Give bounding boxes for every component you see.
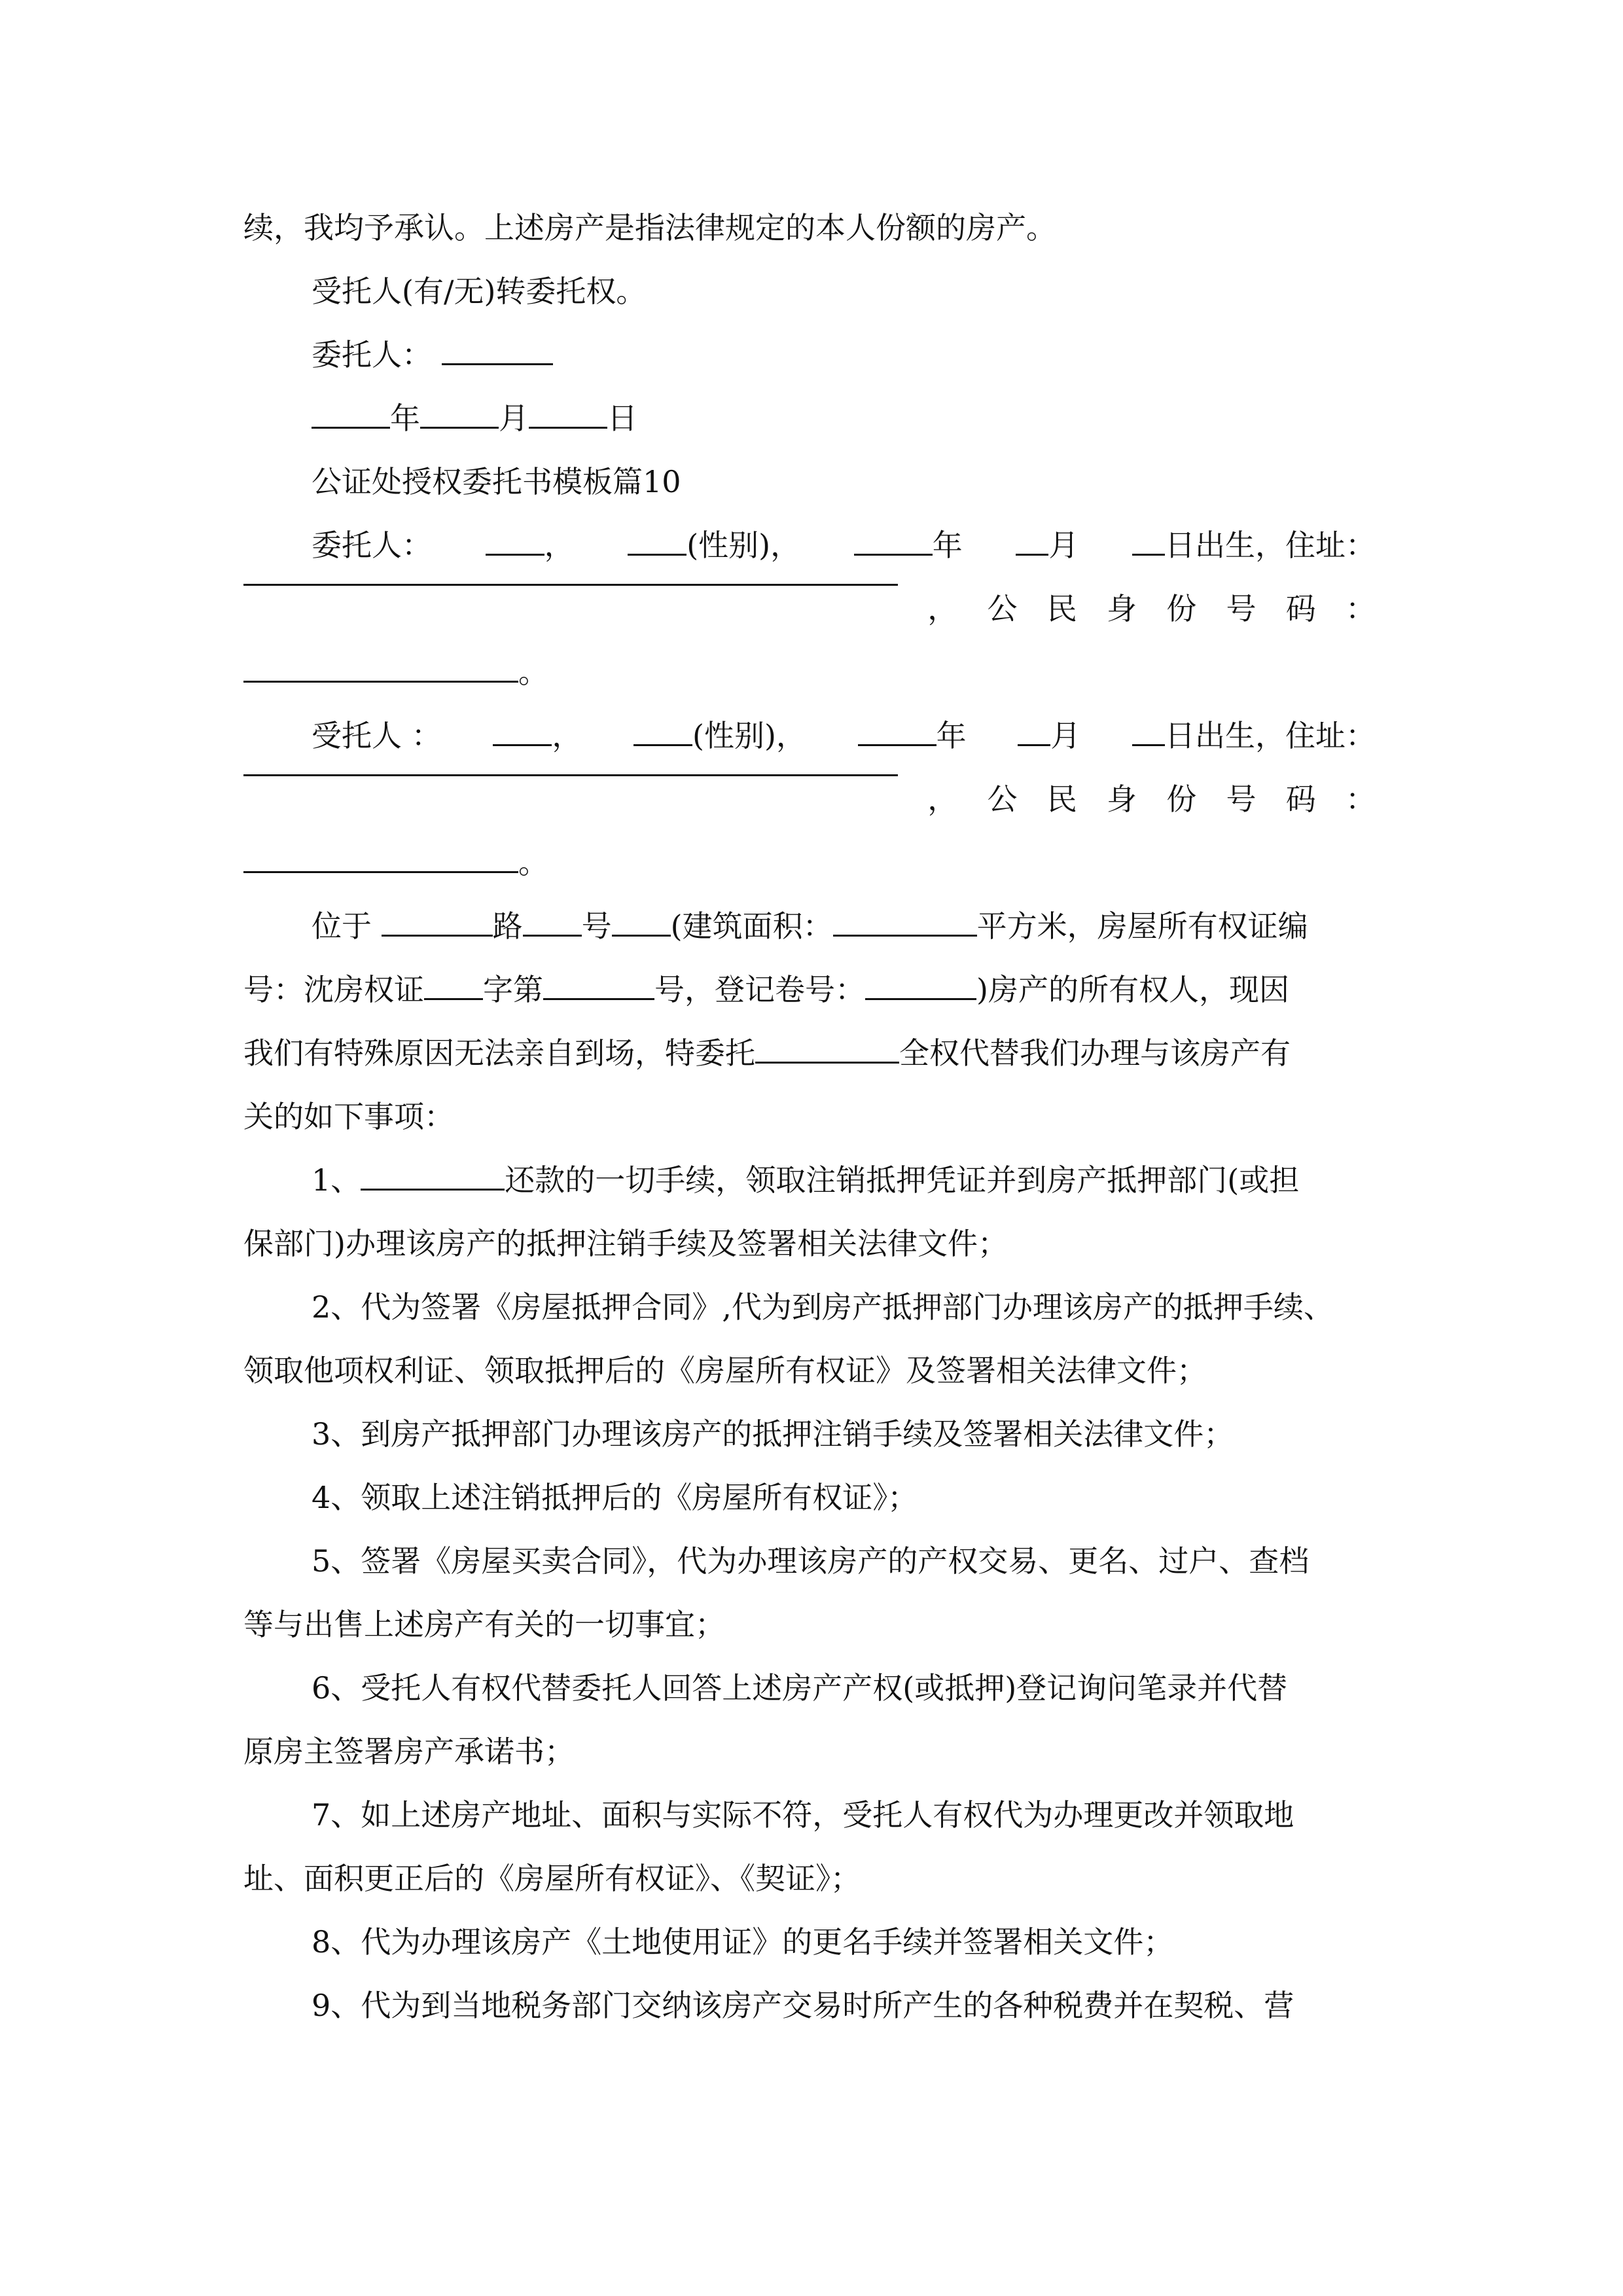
list-item: 2、代为签署《房屋抵押合同》,代为到房产抵押部门办理该房产的抵押手续、 <box>312 1289 1334 1325</box>
list-item-cont: 等与出售上述房产有关的一切事宜； <box>243 1607 725 1642</box>
punct: ， <box>552 718 582 753</box>
date-line <box>243 387 1376 450</box>
text: (建筑面积： <box>670 908 833 944</box>
agent-line <box>243 704 1376 768</box>
list-item-cont: 领取他项权利证、领取抵押后的《房屋所有权证》及签署相关法律文件； <box>243 1353 1207 1388</box>
list-item: 8、代为办理该房产《土地使用证》的更名手续并签署相关文件； <box>312 1924 1174 1960</box>
list-item: 6、受托人有权代替委托人回答上述房产产权(或抵押)登记询问笔录并代替 <box>312 1670 1288 1706</box>
text: 号，登记卷号： <box>654 972 865 1007</box>
text-line: 续，我均予承认。上述房产是指法律规定的本人份额的房产。 <box>243 210 1056 245</box>
text: 平方米，房屋所有权证编 <box>976 908 1308 944</box>
blank-field <box>312 420 390 429</box>
blank-field <box>529 420 607 429</box>
list-item: 9、代为到当地税务部门交纳该房产交易时所产生的各种税费并在契税、营 <box>312 1988 1294 2023</box>
label: 委托人： <box>312 337 432 372</box>
blank-field <box>633 738 692 746</box>
year-label: 年 <box>936 718 967 753</box>
blank-field <box>442 357 553 365</box>
blank-field <box>382 928 493 937</box>
list-item: 7、如上述房产地址、面积与实际不符，受托人有权代为办理更改并领取地 <box>312 1797 1294 1833</box>
id-char: 码 <box>1285 781 1316 817</box>
text: 号 <box>581 908 612 944</box>
id-char: 公 <box>987 591 1018 626</box>
id-char: 码 <box>1285 591 1316 626</box>
birth-label: 日出生，住址： <box>1164 718 1376 753</box>
principal-id-line <box>243 577 1376 641</box>
property-line-4: 关的如下事项： <box>243 1099 454 1134</box>
blank-field <box>543 992 654 1000</box>
blank-field <box>493 738 552 746</box>
document-page <box>243 196 1376 2037</box>
month-label: 月 <box>1050 718 1081 753</box>
month-label: 月 <box>1048 528 1079 563</box>
list-item-cont: 址、面积更正后的《房屋所有权证》、《契证》； <box>243 1861 861 1896</box>
punct: ， <box>927 591 958 626</box>
list-item-cont: 保部门)办理该房产的抵押注销手续及签署相关法律文件； <box>243 1226 1008 1261</box>
id-char: 号 <box>1226 781 1257 817</box>
blank-field <box>1132 547 1165 556</box>
agent-id-end <box>243 831 1376 895</box>
blank-field <box>1132 738 1165 746</box>
id-char: 份 <box>1166 781 1197 817</box>
property-line-1 <box>243 895 1376 958</box>
label: 受托人 ： <box>312 718 442 753</box>
blank-field <box>243 768 898 776</box>
blank-field <box>858 738 936 746</box>
text: 号：沈房权证 <box>243 972 424 1007</box>
text: 字第 <box>483 972 543 1007</box>
year-label: 年 <box>932 528 963 563</box>
id-char: 公 <box>987 781 1018 817</box>
principal-id-end <box>243 641 1376 704</box>
blank-field <box>243 865 518 873</box>
blank-field <box>1018 738 1050 746</box>
id-char: 民 <box>1046 591 1077 626</box>
month-label: 月 <box>499 401 529 436</box>
blank-field <box>865 992 976 1000</box>
blank-field <box>1016 547 1048 556</box>
text: 位于 <box>312 908 372 944</box>
id-char: 身 <box>1107 781 1137 817</box>
list-item <box>243 1149 1376 1212</box>
text: 我们有特殊原因无法亲自到场，特委托 <box>243 1035 755 1071</box>
punct: ： <box>1346 591 1376 626</box>
text: 路 <box>492 908 523 944</box>
blank-field <box>854 547 933 556</box>
birth-label: 日出生，住址： <box>1164 528 1376 563</box>
blank-field <box>243 577 898 586</box>
list-item: 4、领取上述注销抵押后的《房屋所有权证》； <box>312 1480 918 1515</box>
item-number: 1、 <box>312 1162 361 1198</box>
list-item-cont: 原房主签署房产承诺书； <box>243 1734 575 1769</box>
year-label: 年 <box>390 401 420 436</box>
blank-field <box>424 992 483 1000</box>
blank-field <box>486 547 544 556</box>
principal-signature-line <box>243 323 1376 387</box>
item-text: 还款的一切手续，领取注销抵押凭证并到房产抵押部门(或担 <box>505 1162 1300 1198</box>
property-line-2 <box>243 958 1376 1022</box>
blank-field <box>243 674 518 683</box>
text: )房产的所有权人，现因 <box>976 972 1289 1007</box>
punct: ， <box>544 528 575 563</box>
punct: 。 <box>518 845 548 880</box>
punct: ， <box>927 781 958 817</box>
blank-field <box>755 1055 899 1064</box>
id-char: 号 <box>1226 591 1257 626</box>
gender-label: (性别)， <box>687 528 801 563</box>
blank-field <box>420 420 499 429</box>
blank-field <box>523 928 582 937</box>
blank-field <box>628 547 687 556</box>
blank-field <box>833 928 977 937</box>
punct: ： <box>1346 781 1376 817</box>
text: 全权代替我们办理与该房产有 <box>899 1035 1291 1071</box>
agent-id-line <box>243 768 1376 831</box>
label: 委托人： <box>312 528 432 563</box>
gender-label: (性别)， <box>692 718 806 753</box>
blank-field <box>361 1182 505 1191</box>
blank-field <box>612 928 671 937</box>
id-char: 民 <box>1046 781 1077 817</box>
id-char: 份 <box>1166 591 1197 626</box>
id-char: 身 <box>1107 591 1137 626</box>
list-item: 3、到房产抵押部门办理该房产的抵押注销手续及签署相关法律文件； <box>312 1416 1234 1452</box>
list-item: 5、签署《房屋买卖合同》，代为办理该房产的产权交易、更名、过户、查档 <box>312 1543 1310 1579</box>
text-line: 受托人(有/无)转委托权。 <box>312 274 647 309</box>
day-label: 日 <box>607 401 637 436</box>
section-title: 公证处授权委托书模板篇10 <box>312 464 681 499</box>
punct: 。 <box>518 655 548 690</box>
property-line-3 <box>243 1022 1376 1085</box>
principal-line <box>243 514 1376 577</box>
